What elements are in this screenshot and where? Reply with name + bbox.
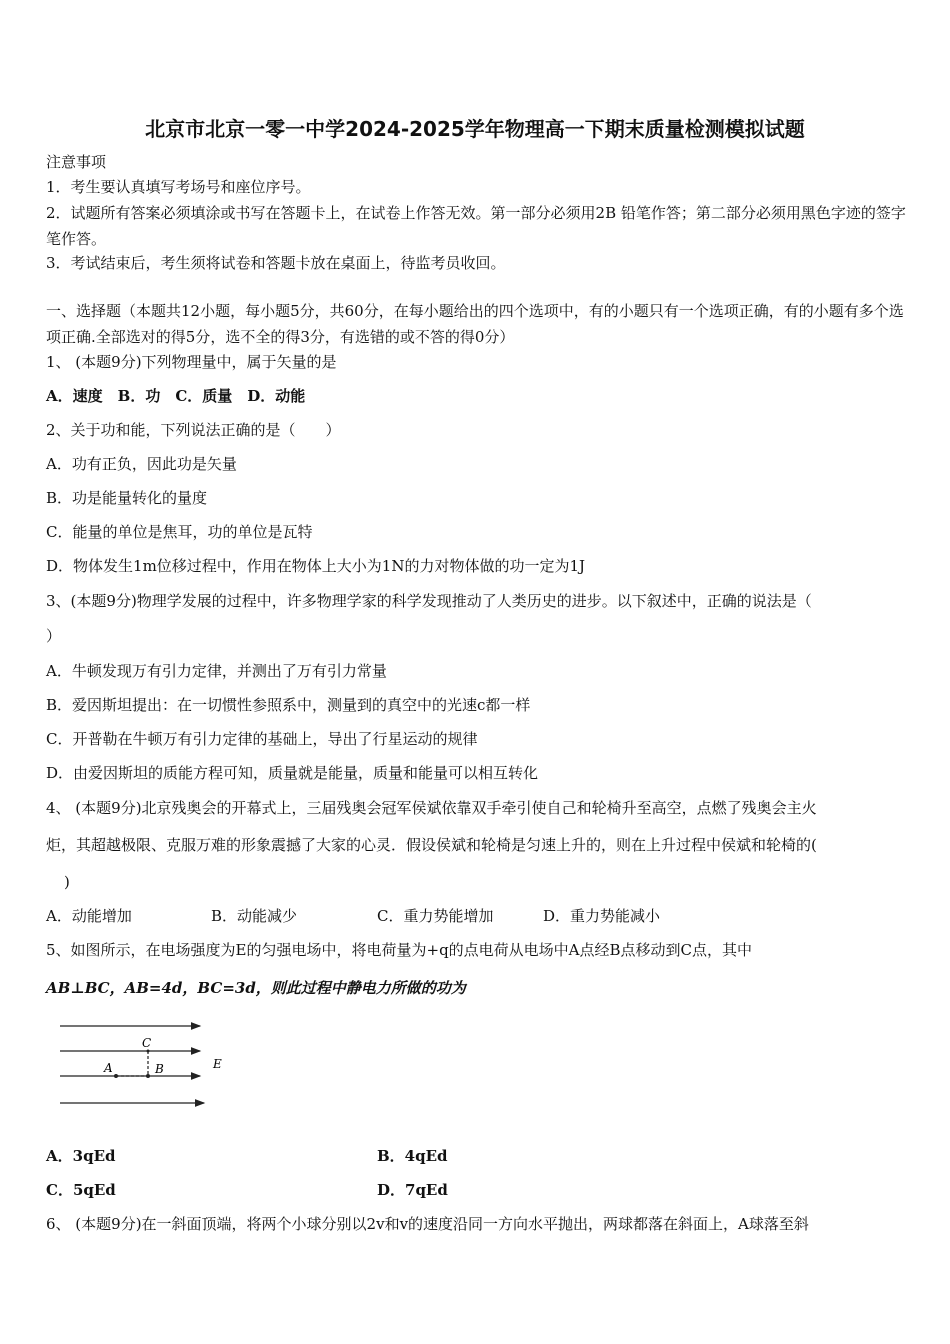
q2-option-b: B．功是能量转化的量度: [46, 489, 208, 507]
electric-field-figure: [58, 1018, 238, 1118]
q5-option-c: C．5qEd: [46, 1181, 116, 1199]
q3-option-c: C．开普勒在牛顿万有引力定律的基础上，导出了行星运动的规律: [46, 730, 478, 748]
q2-option-d: D．物体发生1m位移过程中，作用在物体上大小为1N的力对物体做的功一定为1J: [46, 557, 586, 575]
q2-option-a: A．功有正负，因此功是矢量: [46, 455, 237, 473]
notice-item-2: 2．试题所有答案必须填涂或书写在答题卡上，在试卷上作答无效。第一部分必须用2B 铅笔作答；第二部分必须用黑色字迹的签字笔作答。: [46, 204, 906, 248]
q4-stem-cont: 炬，其超越极限、克服万难的形象震撼了大家的心灵．假设侯斌和轮椅是匀速上升的，则在上升过程中侯斌和轮椅的(: [46, 836, 817, 854]
q1-stem: 1、 (本题9分)下列物理量中，属于矢量的是: [46, 353, 337, 371]
q4-stem: 4、 (本题9分)北京残奥会的开幕式上，三届残奥会冠军侯斌依靠双手牵引使自己和轮椅升至高空，点燃了残奥会主火: [46, 799, 817, 817]
notice-heading: 注意事项: [46, 153, 107, 171]
q5-option-b: B．4qEd: [377, 1147, 448, 1165]
point-a: [114, 1074, 118, 1078]
q4-option-b: B．动能减少: [211, 907, 298, 925]
q6-stem: 6、 (本题9分)在一斜面顶端，将两个小球分别以2v和v的速度沿同一方向水平抛出，两球都落在斜面上，A球落至斜: [46, 1215, 809, 1233]
point-b: [146, 1074, 150, 1078]
q5-option-d: D．7qEd: [377, 1181, 448, 1199]
label-b: B: [155, 1062, 164, 1076]
label-e: E: [213, 1057, 222, 1071]
q5-stem: 5、如图所示，在电场强度为E的匀强电场中，将电荷量为+q的点电荷从电场中A点经B点移动到C点，其中: [46, 941, 753, 959]
q3-stem: 3、(本题9分)物理学发展的过程中，许多物理学家的科学发现推动了人类历史的进步。以下叙述中，正确的说法是（: [46, 592, 812, 610]
label-c: C: [142, 1036, 152, 1050]
q5-stem-cont: AB⊥BC，AB=4d，BC=3d，则此过程中静电力所做的功为: [46, 979, 466, 997]
q4-stem-end: ): [64, 873, 70, 891]
notice-item-3: 3．考试结束后，考生须将试卷和答题卡放在桌面上，待监考员收回。: [46, 254, 506, 272]
label-a: A: [104, 1061, 113, 1075]
q1-options: A．速度 B．功 C．质量 D．动能: [46, 387, 306, 405]
q4-option-a: A．动能增加: [46, 907, 132, 925]
q5-option-a: A．3qEd: [46, 1147, 116, 1165]
page-title: 北京市北京一零一中学2024-2025学年物理高一下期末质量检测模拟试题: [145, 117, 805, 141]
q2-option-c: C．能量的单位是焦耳，功的单位是瓦特: [46, 523, 313, 541]
q3-stem-cont: ）: [46, 627, 62, 645]
notice-item-1: 1．考生要认真填写考场号和座位序号。: [46, 178, 311, 196]
q4-option-d: D．重力势能减小: [543, 907, 661, 925]
q3-option-a: A．牛顿发现万有引力定律，并测出了万有引力常量: [46, 662, 387, 680]
q2-stem: 2、关于功和能，下列说法正确的是（ ）: [46, 421, 341, 439]
q3-option-d: D．由爱因斯坦的质能方程可知，质量就是能量，质量和能量可以相互转化: [46, 764, 539, 782]
q4-option-c: C．重力势能增加: [377, 907, 494, 925]
q3-option-b: B．爱因斯坦提出：在一切惯性参照系中，测量到的真空中的光速c都一样: [46, 696, 531, 714]
section-heading: 一、选择题（本题共12小题，每小题5分，共60分，在每小题给出的四个选项中，有的小题只有一个选项正确，有的小题有多个选项正确.全部选对的得5分，选不全的得3分，有选错的或不答的得0分）: [46, 302, 904, 346]
